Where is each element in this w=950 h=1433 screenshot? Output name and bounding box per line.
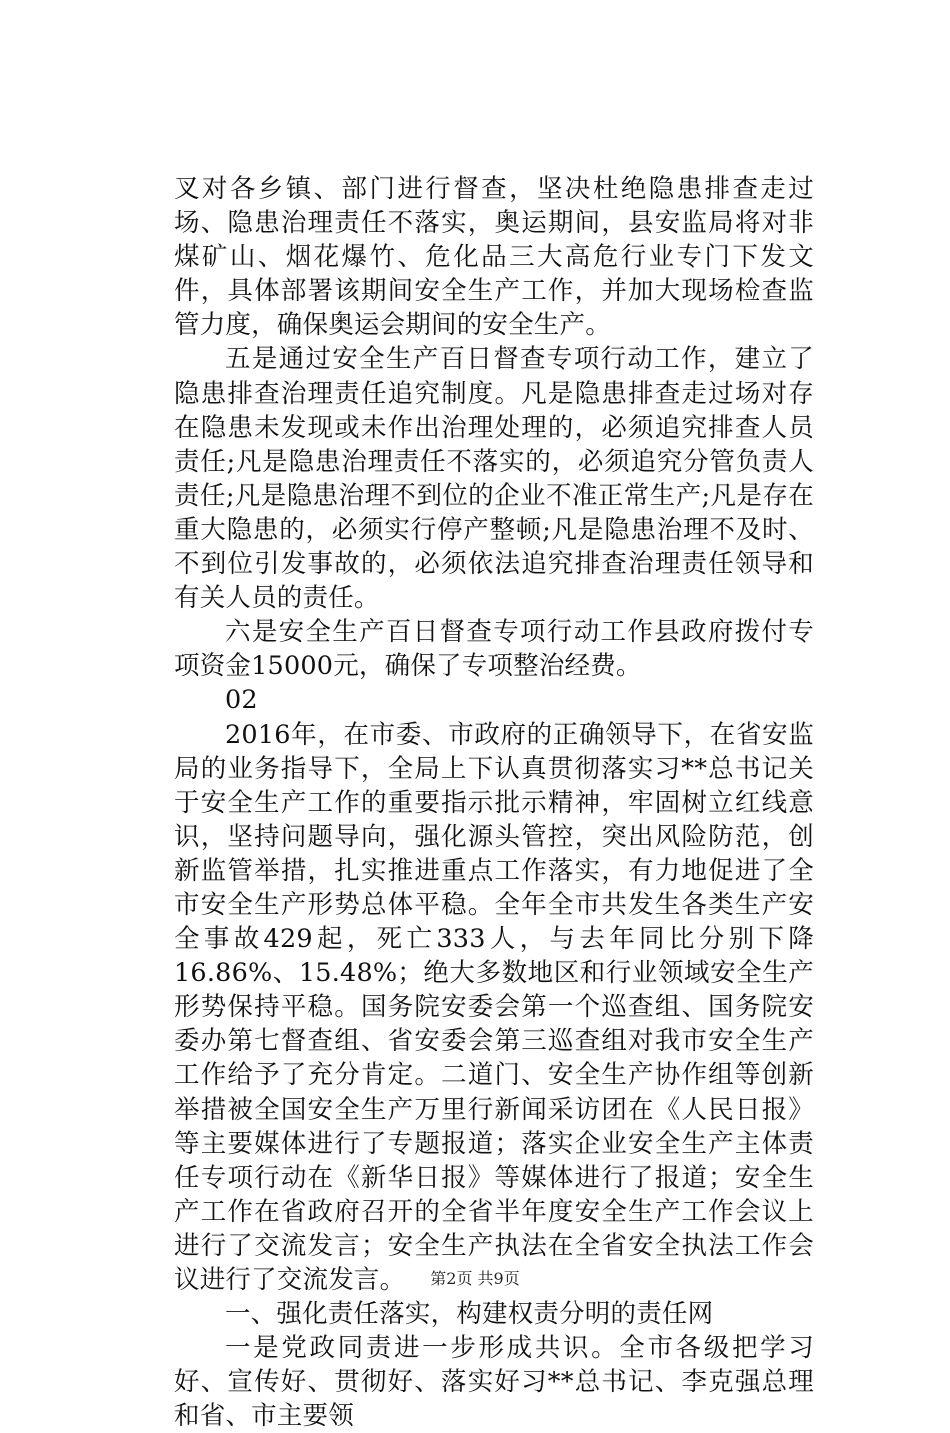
page-number-footer: 第2页 共9页: [430, 1269, 520, 1288]
paragraph-point-one: 一是党政同责进一步形成共识。全市各级把学习好、宣传好、贯彻好、落实好习**总书记、李克强总理和省、市主要领: [174, 1333, 814, 1432]
paragraph-item-six: 六是安全生产百日督查专项行动工作县政府拨付专项资金15000元，确保了专项整治经费。: [174, 617, 814, 682]
paragraph-summary-2016: 2016年，在市委、市政府的正确领导下，在省安监局的业务指导下，全局上下认真贯彻落实习**总书记关于安全生产工作的重要指示批示精神，牢固树立红线意识，坚持问题导向，强化源头管控，突出风险防范，创新监管举措，扎实推进重点工作落实，有力地促进了全市安全生产形势总体平稳。全年全市共发生各类生产安全事故429起，死亡333人，与去年同比分别下降16.86%、15.48%；绝大多数地区和行业领域安全生产形势保持平稳。国务院安委会第一个巡查组、国务院安委办第七督查组、省安委会第三巡查组对我市安全生产工作给予了充分肯定。二道门、安全生产协作组等创新举措被全国安全生产万里行新闻采访团在《人民日报》等主要媒体进行了专题报道；落实企业安全生产主体责任专项行动在《新华日报》等媒体进行了报道；安全生产工作在省政府召开的全省半年度安全生产工作会议上进行了交流发言；安全生产执法在全省安全执法工作会议进行了交流发言。: [174, 719, 814, 1295]
document-body: [174, 172, 814, 1433]
paragraph-continuation: 叉对各乡镇、部门进行督查，坚决杜绝隐患排查走过场、隐患治理责任不落实，奥运期间，县安监局将对非煤矿山、烟花爆竹、危化品三大高危行业专门下发文件，具体部署该期间安全生产工作，并加大现场检查监管力度，确保奥运会期间的安全生产。: [174, 174, 814, 341]
section-number: 02: [225, 685, 258, 716]
section-heading-one: 一、强化责任落实，构建权责分明的责任网: [225, 1299, 714, 1330]
paragraph-item-five: 五是通过安全生产百日督查专项行动工作，建立了隐患排查治理责任追究制度。凡是隐患排查走过场对存在隐患未发现或未作出治理处理的，必须追究排查人员责任;凡是隐患治理责任不落实的，必须追究分管负责人责任;凡是隐患治理不到位的企业不准正常生产;凡是存在重大隐患的，必须实行停产整顿;凡是隐患治理不及时、不到位引发事故的，必须依法追究排查治理责任领导和有关人员的责任。: [174, 344, 814, 614]
